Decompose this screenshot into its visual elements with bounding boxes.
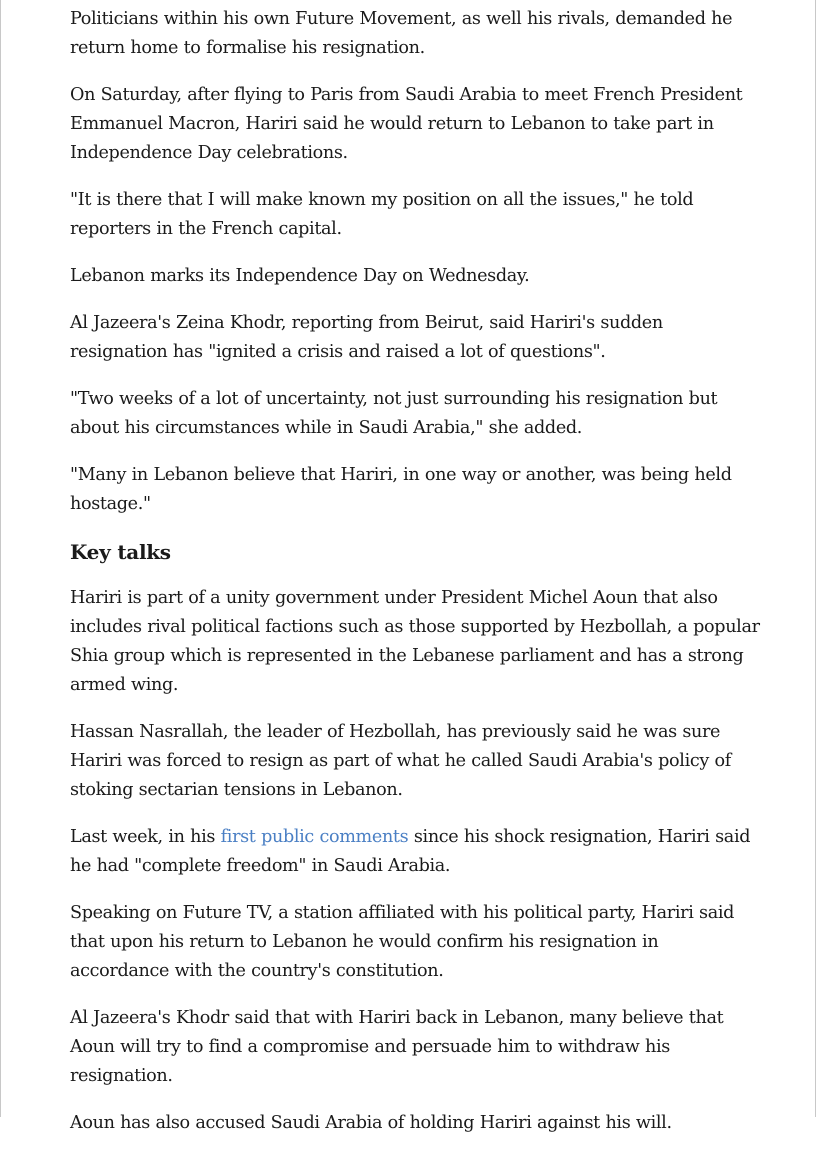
paragraph: Politicians within his own Future Movement, as well his rivals, demanded he return home to formalise his resignation.	[70, 9, 733, 58]
paragraph: Hariri is part of a unity government under President Michel Aoun that also includes rival political factions such as those supported by Hezbollah, a popular Shia group which is represented in the Lebanese parliament and has a strong armed wing.	[70, 588, 760, 695]
first-public-comments-link[interactable]: first public comments	[220, 827, 409, 847]
paragraph: Lebanon marks its Independence Day on Wednesday.	[70, 266, 530, 286]
paragraph-quote: "It is there that I will make known my position on all the issues," he told reporters in the French capital.	[70, 190, 694, 239]
section-heading: Key talks	[70, 540, 171, 564]
article-body	[70, 5, 760, 1156]
paragraph-quote: "Two weeks of a lot of uncertainty, not just surrounding his resignation but about his circumstances while in Saudi Arabia," she added.	[70, 389, 718, 438]
paragraph-quote: "Many in Lebanon believe that Hariri, in one way or another, was being held hostage."	[70, 465, 732, 514]
paragraph-text: Last week, in his	[70, 827, 221, 847]
paragraph: Al Jazeera's Zeina Khodr, reporting from Beirut, said Hariri's sudden resignation has "ignited a crisis and raised a lot of questions".	[70, 313, 663, 362]
paragraph: On Saturday, after flying to Paris from Saudi Arabia to meet French President Emmanuel Macron, Hariri said he would return to Lebanon to take part in Independence Day celebrations.	[70, 85, 743, 163]
paragraph: Aoun has also accused Saudi Arabia of holding Hariri against his will.	[70, 1113, 672, 1133]
paragraph: Hassan Nasrallah, the leader of Hezbollah, has previously said he was sure Hariri was forced to resign as part of what he called Saudi Arabia's policy of stoking sectarian tensions in Lebanon.	[70, 722, 731, 800]
paragraph-text: since his shock resignation, Hariri said he had "complete freedom" in Saudi Arabia.	[70, 827, 751, 876]
paragraph: Speaking on Future TV, a station affiliated with his political party, Hariri said that upon his return to Lebanon he would confirm his resignation in accordance with the country's constitution.	[70, 903, 735, 981]
paragraph: Al Jazeera's Khodr said that with Hariri back in Lebanon, many believe that Aoun will try to find a compromise and persuade him to withdraw his resignation.	[70, 1008, 724, 1086]
paragraph-with-link	[70, 823, 760, 881]
